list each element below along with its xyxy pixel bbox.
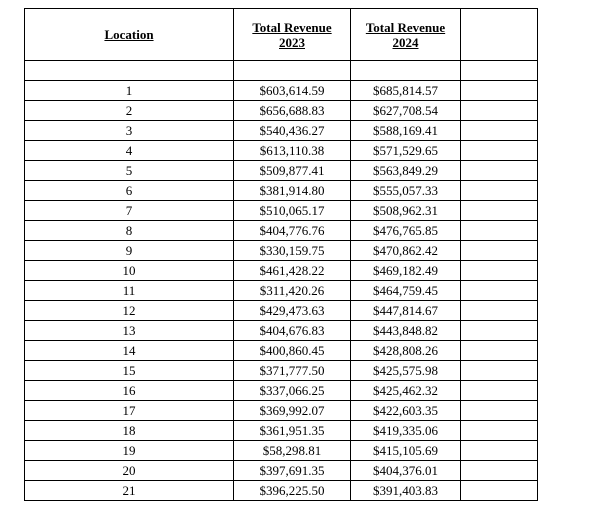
header-location-label: Location xyxy=(104,26,154,42)
revenue-2024-cell: $391,403.83 xyxy=(351,481,461,501)
revenue-2024-cell: $685,814.57 xyxy=(351,81,461,101)
revenue-2024-cell: $415,105.69 xyxy=(351,441,461,461)
location-cell: 10 xyxy=(25,261,234,281)
table-row xyxy=(25,241,538,261)
location-cell: 17 xyxy=(25,401,234,421)
revenue-2024-cell: $419,335.06 xyxy=(351,421,461,441)
table-row xyxy=(25,461,538,481)
location-cell: 4 xyxy=(25,141,234,161)
revenue-2024-cell: $588,169.41 xyxy=(351,121,461,141)
table-row xyxy=(25,321,538,341)
empty-cell xyxy=(461,201,538,221)
empty-cell xyxy=(461,281,538,301)
revenue-2023-cell: $400,860.45 xyxy=(234,341,351,361)
revenue-2023-cell: $396,225.50 xyxy=(234,481,351,501)
location-cell: 7 xyxy=(25,201,234,221)
location-cell: 6 xyxy=(25,181,234,201)
location-cell: 15 xyxy=(25,361,234,381)
location-cell: 19 xyxy=(25,441,234,461)
empty-cell xyxy=(461,81,538,101)
revenue-2024-cell: $627,708.54 xyxy=(351,101,461,121)
table-row xyxy=(25,381,538,401)
revenue-2023-cell: $404,676.83 xyxy=(234,321,351,341)
location-cell: 5 xyxy=(25,161,234,181)
table-row xyxy=(25,361,538,381)
revenue-2023-cell: $613,110.38 xyxy=(234,141,351,161)
location-cell: 3 xyxy=(25,121,234,141)
header-empty xyxy=(461,9,538,61)
location-cell: 20 xyxy=(25,461,234,481)
location-cell: 2 xyxy=(25,101,234,121)
spacer-row xyxy=(25,61,538,81)
revenue-2023-cell: $656,688.83 xyxy=(234,101,351,121)
revenue-2024-cell: $563,849.29 xyxy=(351,161,461,181)
empty-cell xyxy=(461,301,538,321)
revenue-2023-cell: $397,691.35 xyxy=(234,461,351,481)
revenue-2024-cell: $425,462.32 xyxy=(351,381,461,401)
empty-cell xyxy=(461,241,538,261)
spacer-cell xyxy=(351,61,461,81)
location-cell: 12 xyxy=(25,301,234,321)
revenue-2023-cell: $461,428.22 xyxy=(234,261,351,281)
empty-cell xyxy=(461,381,538,401)
revenue-2023-cell: $337,066.25 xyxy=(234,381,351,401)
table-row xyxy=(25,121,538,141)
revenue-2024-cell: $443,848.82 xyxy=(351,321,461,341)
empty-cell xyxy=(461,181,538,201)
table-row xyxy=(25,181,538,201)
table-body xyxy=(25,61,538,501)
table-row xyxy=(25,81,538,101)
revenue-2023-cell: $58,298.81 xyxy=(234,441,351,461)
table-row xyxy=(25,301,538,321)
revenue-2024-cell: $464,759.45 xyxy=(351,281,461,301)
header-row xyxy=(25,9,538,61)
revenue-2023-cell: $311,420.26 xyxy=(234,281,351,301)
table-row xyxy=(25,141,538,161)
revenue-2023-cell: $369,992.07 xyxy=(234,401,351,421)
location-cell: 9 xyxy=(25,241,234,261)
revenue-2024-cell: $428,808.26 xyxy=(351,341,461,361)
empty-cell xyxy=(461,341,538,361)
header-revenue-2024-line1: Total Revenue xyxy=(365,19,446,35)
empty-cell xyxy=(461,141,538,161)
header-revenue-2024-line2: 2024 xyxy=(392,34,419,50)
table-row xyxy=(25,341,538,361)
revenue-2023-cell: $603,614.59 xyxy=(234,81,351,101)
empty-cell xyxy=(461,461,538,481)
header-revenue-2024 xyxy=(351,9,461,61)
table-row xyxy=(25,281,538,301)
empty-cell xyxy=(461,441,538,461)
spacer-cell xyxy=(234,61,351,81)
revenue-2023-cell: $404,776.76 xyxy=(234,221,351,241)
empty-cell xyxy=(461,321,538,341)
location-cell: 14 xyxy=(25,341,234,361)
table-row xyxy=(25,421,538,441)
revenue-table xyxy=(24,8,538,501)
header-revenue-2023-line1: Total Revenue xyxy=(252,19,332,35)
empty-cell xyxy=(461,481,538,501)
revenue-2024-cell: $425,575.98 xyxy=(351,361,461,381)
table-row xyxy=(25,261,538,281)
revenue-2024-cell: $469,182.49 xyxy=(351,261,461,281)
table-row xyxy=(25,201,538,221)
revenue-2024-cell: $470,862.42 xyxy=(351,241,461,261)
revenue-2024-cell: $422,603.35 xyxy=(351,401,461,421)
table-row xyxy=(25,401,538,421)
empty-cell xyxy=(461,261,538,281)
empty-cell xyxy=(461,221,538,241)
empty-cell xyxy=(461,121,538,141)
revenue-2023-cell: $381,914.80 xyxy=(234,181,351,201)
table-row xyxy=(25,221,538,241)
location-cell: 1 xyxy=(25,81,234,101)
spacer-cell xyxy=(25,61,234,81)
spacer-cell xyxy=(461,61,538,81)
revenue-2024-cell: $404,376.01 xyxy=(351,461,461,481)
table-row xyxy=(25,441,538,461)
empty-cell xyxy=(461,421,538,441)
revenue-2023-cell: $509,877.41 xyxy=(234,161,351,181)
table-row xyxy=(25,101,538,121)
location-cell: 16 xyxy=(25,381,234,401)
revenue-2024-cell: $508,962.31 xyxy=(351,201,461,221)
revenue-2023-cell: $361,951.35 xyxy=(234,421,351,441)
revenue-2023-cell: $510,065.17 xyxy=(234,201,351,221)
revenue-2023-cell: $330,159.75 xyxy=(234,241,351,261)
empty-cell xyxy=(461,401,538,421)
location-cell: 8 xyxy=(25,221,234,241)
revenue-2024-cell: $476,765.85 xyxy=(351,221,461,241)
revenue-2024-cell: $555,057.33 xyxy=(351,181,461,201)
empty-cell xyxy=(461,361,538,381)
header-location xyxy=(25,9,234,61)
location-cell: 13 xyxy=(25,321,234,341)
table-row xyxy=(25,481,538,501)
table-row xyxy=(25,161,538,181)
location-cell: 11 xyxy=(25,281,234,301)
empty-cell xyxy=(461,101,538,121)
revenue-2024-cell: $571,529.65 xyxy=(351,141,461,161)
revenue-2023-cell: $540,436.27 xyxy=(234,121,351,141)
revenue-2023-cell: $429,473.63 xyxy=(234,301,351,321)
revenue-2023-cell: $371,777.50 xyxy=(234,361,351,381)
header-revenue-2023 xyxy=(234,9,351,61)
location-cell: 21 xyxy=(25,481,234,501)
header-revenue-2023-line2: 2023 xyxy=(279,34,305,50)
revenue-2024-cell: $447,814.67 xyxy=(351,301,461,321)
location-cell: 18 xyxy=(25,421,234,441)
empty-cell xyxy=(461,161,538,181)
